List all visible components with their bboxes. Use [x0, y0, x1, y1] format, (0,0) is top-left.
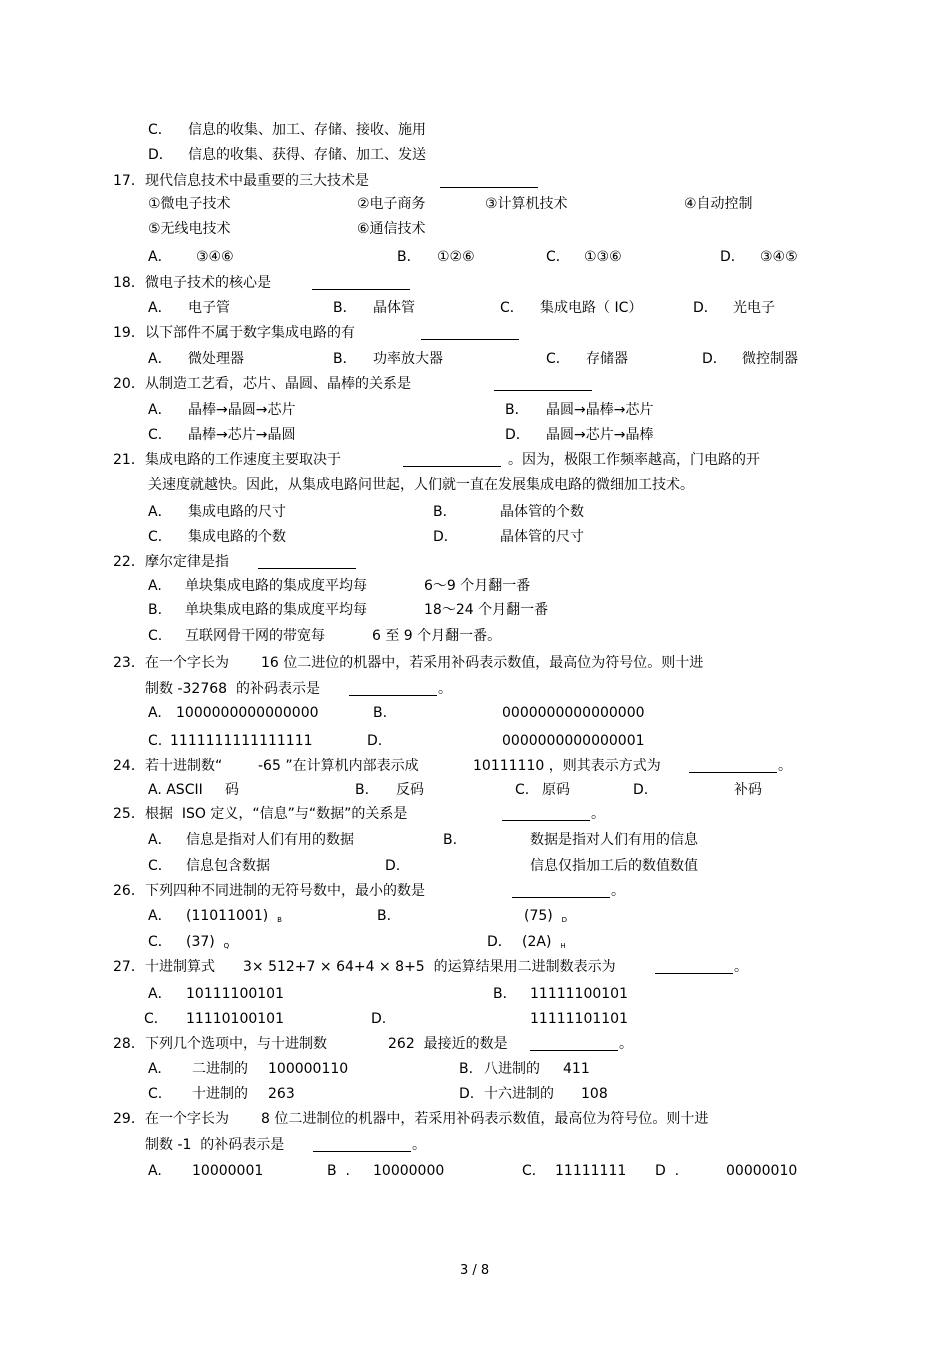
option-text: 晶体管 [373, 300, 415, 316]
answer-blank [312, 289, 410, 290]
option-label: D． [720, 249, 745, 265]
question-stem: 微电子技术的核心是 [145, 275, 271, 291]
option-label: B . [327, 1163, 350, 1179]
answer-blank [440, 187, 538, 188]
option-label: B. [443, 832, 458, 848]
option-text: 18～24 个月翻一番 [424, 602, 549, 618]
option-text: 光电子 [733, 300, 775, 316]
option-label: C． [148, 858, 172, 874]
option-text: 信息包含数据 [186, 858, 270, 874]
option-text: 互联网骨干网的带宽每 [185, 628, 325, 644]
list-item: ④自动控制 [684, 196, 753, 212]
option-label: B． [397, 249, 421, 265]
answer-blank [502, 820, 590, 821]
option-text: 十六进制的 [484, 1086, 554, 1102]
option-label: C. [148, 628, 163, 644]
question-stem-line2: 制数 -32768 的补码表示是 [145, 681, 320, 697]
option-text: 263 [268, 1086, 295, 1102]
radix-subscript: Q [223, 942, 230, 950]
question-number: 22． [113, 554, 145, 570]
question-stem-end: 。 [734, 959, 748, 975]
option-text: 0000000000000001 [502, 733, 645, 749]
option-text: 微控制器 [742, 351, 798, 367]
question-stem-b: 16 位二进位的机器中，若采用补码表示数值，最高位为符号位。则十进 [261, 655, 704, 671]
question-stem: 在一个字长为 [145, 1111, 229, 1127]
option-text: 晶棒→芯片→晶圆 [188, 427, 296, 443]
option-text: 单块集成电路的集成度平均每 [185, 602, 367, 618]
option-label: D． [693, 300, 718, 316]
option-text: 1111111111111111 [170, 733, 313, 749]
question-stem-end: 。 [778, 758, 792, 774]
option-text: 单块集成电路的集成度平均每 [185, 578, 367, 594]
option-text: ③④⑥ [196, 249, 234, 265]
option-label: D. [459, 1086, 475, 1102]
option-label: D. [367, 733, 383, 749]
option-text: 信息仅指加工后的数值数值 [530, 858, 698, 874]
option-label: B． [493, 986, 517, 1002]
number-value: (75) [524, 908, 553, 924]
option-text [524, 907, 567, 929]
question-stem: 摩尔定律是指 [145, 554, 229, 570]
option-label: B. [355, 782, 370, 798]
question-stem: 现代信息技术中最重要的三大技术是 [145, 173, 369, 189]
option-text: 反码 [396, 782, 424, 798]
question-stem: 下列几个选项中，与十进制数 [145, 1036, 327, 1052]
option-label: C． [148, 934, 172, 950]
option-label: C. [148, 1086, 163, 1102]
question-number: 21． [113, 452, 145, 468]
question-stem: 以下部件不属于数字集成电路的有 [145, 325, 355, 341]
question-number: 18． [113, 275, 145, 291]
list-item: ⑥通信技术 [357, 221, 426, 237]
question-stem: 十进制算式 [145, 959, 215, 975]
option-label: A. [148, 1163, 162, 1179]
question-stem-end: 。 [412, 1137, 426, 1153]
option-text: ①③⑥ [584, 249, 622, 265]
question-stem-line2: 制数 -1 的补码表示是 [145, 1137, 285, 1153]
option-text: 集成电路的尺寸 [188, 504, 286, 520]
option-text: 411 [563, 1061, 590, 1077]
question-stem-b: 3× 512+7 × 64+4 × 8+5 的运算结果用二进制数表示为 [243, 959, 616, 975]
option-text: 00000010 [726, 1163, 798, 1179]
option-label: A． [148, 402, 172, 418]
option-text: 补码 [734, 782, 762, 798]
page-number: 3 / 8 [460, 1263, 490, 1278]
question-stem: 在一个字长为 [145, 655, 229, 671]
option-label: B． [333, 300, 357, 316]
answer-blank [421, 339, 519, 340]
option-label: C． [144, 1011, 168, 1027]
answer-blank [689, 772, 777, 773]
question-stem: 根据 ISO 定义，“信息”与“数据”的关系是 [145, 806, 408, 822]
option-label: A． [148, 351, 172, 367]
option-text: 电子管 [188, 300, 230, 316]
option-text: 微处理器 [188, 351, 244, 367]
option-text [186, 933, 229, 955]
question-stem-tail: 。因为，极限工作频率越高，门电路的开 [508, 452, 760, 468]
option-label: C. [148, 733, 163, 749]
option-text: 晶棒→晶圆→芯片 [188, 402, 296, 418]
option-text: 存储器 [586, 351, 628, 367]
option-text: 十进制的 [192, 1086, 248, 1102]
option-text: 信息是指对人们有用的数据 [186, 832, 354, 848]
option-text: 6～9 个月翻一番 [424, 578, 531, 594]
question-stem-line2: 关速度就越快。因此，从集成电路问世起，人们就一直在发展集成电路的微细加工技术。 [148, 477, 694, 493]
question-stem-end: 。 [619, 1036, 633, 1052]
option-label: D． [487, 934, 512, 950]
option-text: 1000000000000000 [176, 705, 319, 721]
question-number: 24． [113, 758, 145, 774]
option-label: B. [148, 602, 163, 618]
option-text: 108 [581, 1086, 608, 1102]
option-label: B． [333, 351, 357, 367]
question-number: 29． [113, 1111, 145, 1127]
option-text: 数据是指对人们有用的信息 [530, 832, 698, 848]
q16-option-d-label: D． [148, 147, 173, 163]
list-item: ⑤无线电技术 [148, 221, 231, 237]
question-stem-end: 。 [438, 681, 452, 697]
answer-blank [512, 897, 610, 898]
option-label: A． [148, 300, 172, 316]
option-text: 晶圆→芯片→晶棒 [546, 427, 654, 443]
option-label: D. [633, 782, 649, 798]
option-label: D. [385, 858, 401, 874]
option-label: C． [148, 427, 172, 443]
radix-subscript: D [561, 916, 568, 924]
option-text: 10000000 [373, 1163, 445, 1179]
option-label: C． [500, 300, 524, 316]
option-label: C. [515, 782, 530, 798]
option-text: 晶体管的尺寸 [500, 529, 584, 545]
answer-blank [494, 390, 592, 391]
radix-subscript: B [277, 916, 282, 924]
q16-option-d-text: 信息的收集、获得、存储、加工、发送 [188, 147, 426, 163]
option-label: B． [433, 504, 457, 520]
list-item: ②电子商务 [357, 196, 426, 212]
radix-subscript: H [560, 942, 566, 950]
option-text: 6 至 9 个月翻一番。 [372, 628, 502, 644]
number-value: (2A) [522, 934, 552, 950]
option-label: A． [148, 986, 172, 1002]
option-text: 10000001 [192, 1163, 264, 1179]
option-label: A. [148, 1061, 162, 1077]
answer-blank [403, 466, 501, 467]
option-text [186, 907, 282, 929]
answer-blank [258, 568, 356, 569]
question-stem-c: 10111110 ，则其表示方式为 [473, 758, 661, 774]
option-label: C． [148, 529, 172, 545]
option-label: A. ASCII [148, 782, 203, 798]
option-text: 11111100101 [530, 986, 628, 1002]
option-label: D. [371, 1011, 387, 1027]
option-text: 功率放大器 [373, 351, 443, 367]
option-label: D． [702, 351, 727, 367]
answer-blank [530, 1050, 618, 1051]
option-label: B. [373, 705, 388, 721]
option-label: A． [148, 504, 172, 520]
question-number: 23． [113, 655, 145, 671]
answer-blank [349, 695, 437, 696]
question-stem: 集成电路的工作速度主要取决于 [145, 452, 341, 468]
question-number: 17． [113, 173, 145, 189]
option-label: B． [505, 402, 529, 418]
option-label: B. [459, 1061, 474, 1077]
number-value: (11011001) [186, 908, 269, 924]
option-text: ①②⑥ [437, 249, 475, 265]
option-text: 码 [225, 782, 239, 798]
option-text: 11111111 [555, 1163, 627, 1179]
option-text: 10111100101 [186, 986, 284, 1002]
question-number: 28． [113, 1036, 145, 1052]
question-stem: 从制造工艺看，芯片、晶圆、晶棒的关系是 [145, 376, 411, 392]
question-number: 25． [113, 806, 145, 822]
option-text: 集成电路的个数 [188, 529, 286, 545]
question-stem: 若十进制数“ [145, 758, 223, 774]
question-stem-b: -65 ”在计算机内部表示成 [258, 758, 419, 774]
option-text: 晶圆→晶棒→芯片 [546, 402, 654, 418]
option-label: D . [655, 1163, 680, 1179]
answer-blank [313, 1151, 411, 1152]
option-label: D． [505, 427, 530, 443]
option-text: 11111101101 [530, 1011, 628, 1027]
option-label: A. [148, 578, 162, 594]
option-label: C． [546, 249, 570, 265]
question-stem-b: 262 最接近的数是 [388, 1036, 508, 1052]
option-label: A． [148, 832, 172, 848]
option-text: 八进制的 [484, 1061, 540, 1077]
option-text: 100000110 [268, 1061, 349, 1077]
option-text: 晶体管的个数 [500, 504, 584, 520]
number-value: (37) [186, 934, 215, 950]
question-number: 20． [113, 376, 145, 392]
q16-option-c-label: C． [148, 122, 172, 138]
option-label: B. [377, 908, 392, 924]
option-label: A． [148, 249, 172, 265]
option-text: 集成电路（ IC） [540, 300, 643, 316]
q16-option-c-text: 信息的收集、加工、存储、接收、施用 [188, 122, 426, 138]
question-number: 26． [113, 883, 145, 899]
option-text: 11110100101 [186, 1011, 284, 1027]
question-stem-end: 。 [611, 883, 625, 899]
option-label: C． [522, 1163, 546, 1179]
option-label: C． [546, 351, 570, 367]
question-stem-b: 8 位二进制位的机器中，若采用补码表示数值，最高位为符号位。则十进 [261, 1111, 709, 1127]
list-item: ①微电子技术 [148, 196, 231, 212]
option-text [522, 933, 566, 955]
option-text: ③④⑤ [760, 249, 798, 265]
answer-blank [655, 973, 733, 974]
option-text: 0000000000000000 [502, 705, 645, 721]
list-item: ③计算机技术 [485, 196, 568, 212]
option-text: 原码 [542, 782, 570, 798]
option-label: A. [148, 705, 162, 721]
option-text: 二进制的 [192, 1061, 248, 1077]
question-number: 19． [113, 325, 145, 341]
question-stem-end: 。 [591, 806, 605, 822]
option-label: D． [433, 529, 458, 545]
question-stem: 下列四种不同进制的无符号数中，最小的数是 [145, 883, 425, 899]
option-label: A． [148, 908, 172, 924]
question-number: 27． [113, 959, 145, 975]
